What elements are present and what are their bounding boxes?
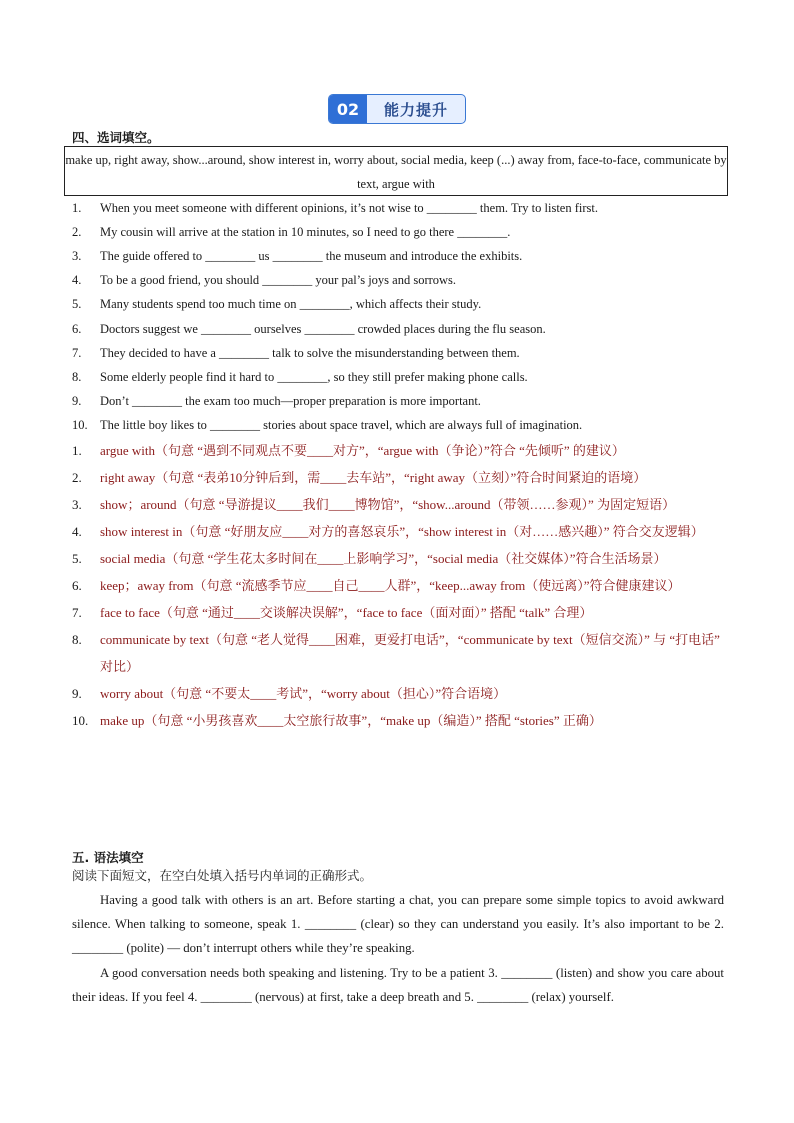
question-number: 5. bbox=[72, 297, 82, 312]
question-text: Some elderly people find it hard to ________, so they still prefer making phone calls. bbox=[100, 369, 528, 384]
question-list bbox=[72, 196, 752, 438]
question-text: My cousin will arrive at the station in 10 minutes, so I need to go there ________. bbox=[100, 224, 511, 239]
answer-item bbox=[72, 626, 732, 680]
answer-number: 7. bbox=[72, 605, 82, 620]
grammar-instruction: 阅读下面短文，在空白处填入括号内单词的正确形式。 bbox=[72, 868, 373, 883]
answer-text: show；around（句意 “导游提议____我们____博物馆”，“show...around（带领……参观）” 为固定短语） bbox=[100, 497, 676, 512]
question-number: 2. bbox=[72, 224, 82, 239]
question-text: They decided to have a ________ talk to solve the misunderstanding between them. bbox=[100, 345, 520, 360]
section-heading: 能力提升 bbox=[383, 100, 448, 119]
answer-text: face to face（句意 “通过____交谈解决误解”，“face to face（面对面）” 搭配 “talk” 合理） bbox=[100, 605, 593, 620]
passage-paragraph: A good conversation needs both speaking and listening. Try to be a patient 3. ________ (listen) and show you care about their ideas. If you feel 4. ________ (nervous) at first, take a deep breath and 5. ________ (relax) yourself. bbox=[72, 965, 724, 1004]
question-number: 8. bbox=[72, 369, 82, 384]
answer-number: 4. bbox=[72, 524, 82, 539]
answer-item bbox=[72, 491, 732, 518]
question-item bbox=[72, 414, 752, 438]
question-text: The little boy likes to ________ stories about space travel, which are always full of imagination. bbox=[100, 418, 583, 433]
question-item bbox=[72, 220, 752, 244]
question-number: 10. bbox=[72, 418, 88, 433]
question-text: Doctors suggest we ________ ourselves ________ crowded places during the flu season. bbox=[100, 321, 546, 336]
answer-number: 1. bbox=[72, 443, 82, 458]
answer-item bbox=[72, 518, 732, 545]
question-item bbox=[72, 317, 752, 341]
answer-text: show interest in（句意 “好朋友应____对方的喜怒哀乐”，“show interest in（对……感兴趣）” 符合交友逻辑） bbox=[100, 524, 704, 539]
question-item bbox=[72, 365, 752, 389]
word-bank-box: make up, right away, show...around, show interest in, worry about, social media, keep (...) away from, face-to-face, communicate by text, argue with bbox=[64, 146, 728, 196]
section-4-title: 四、选词填空。 bbox=[72, 130, 160, 145]
question-item bbox=[72, 269, 752, 293]
answer-number: 10. bbox=[72, 713, 89, 728]
answer-item bbox=[72, 545, 732, 572]
question-number: 7. bbox=[72, 345, 82, 360]
answer-list bbox=[72, 437, 732, 734]
question-item bbox=[72, 341, 752, 365]
answer-text: right away（句意 “表弟10分钟后到，需____去车站”，“right away（立刻）”符合时间紧迫的语境） bbox=[100, 470, 647, 485]
question-number: 6. bbox=[72, 321, 82, 336]
answer-text: communicate by text（句意 “老人觉得____困难，更爱打电话”，“communicate by text（短信交流）” 与 “打电话” 对比） bbox=[100, 632, 720, 674]
question-item bbox=[72, 390, 752, 414]
answer-number: 5. bbox=[72, 551, 82, 566]
question-number: 4. bbox=[72, 273, 82, 288]
question-text: Don’t ________ the exam too much—proper preparation is more important. bbox=[100, 394, 481, 409]
answer-number: 6. bbox=[72, 578, 82, 593]
question-number: 9. bbox=[72, 394, 82, 409]
passage-paragraph: Having a good talk with others is an art. Before starting a chat, you can prepare some simple topics to avoid awkward silence. When talking to someone, speak 1. ________ (clear) so they can understand you easily. It’s also important to be 2. ________ (polite) — don’t interrupt others while they’re speaking. bbox=[72, 893, 724, 956]
answer-number: 3. bbox=[72, 497, 82, 512]
answer-item bbox=[72, 437, 732, 464]
question-item bbox=[72, 196, 752, 220]
answer-item bbox=[72, 464, 732, 491]
answer-text: worry about（句意 “不要太____考试”，“worry about（担心）”符合语境） bbox=[100, 686, 507, 701]
answer-item bbox=[72, 707, 732, 734]
section-5-title: 五. 语法填空 bbox=[72, 850, 144, 865]
question-item bbox=[72, 293, 752, 317]
answer-number: 8. bbox=[72, 632, 82, 647]
answer-item bbox=[72, 572, 732, 599]
answer-item bbox=[72, 680, 732, 707]
question-number: 1. bbox=[72, 200, 82, 215]
answer-number: 9. bbox=[72, 686, 82, 701]
answer-text: make up（句意 “小男孩喜欢____太空旅行故事”，“make up（编造）” 搭配 “stories” 正确） bbox=[100, 713, 602, 728]
answer-text: keep；away from（句意 “流感季节应____自己____人群”，“keep...away from（使远离）”符合健康建议） bbox=[100, 578, 681, 593]
answer-text: social media（句意 “学生花太多时间在____上影响学习”，“social media（社交媒体）”符合生活场景） bbox=[100, 551, 667, 566]
question-item bbox=[72, 244, 752, 268]
question-text: Many students spend too much time on ________, which affects their study. bbox=[100, 297, 482, 312]
question-number: 3. bbox=[72, 248, 82, 263]
section-number: 02 bbox=[329, 95, 367, 123]
question-text: When you meet someone with different opinions, it’s not wise to ________ them. Try to listen first. bbox=[100, 200, 598, 215]
question-text: The guide offered to ________ us ________ the museum and introduce the exhibits. bbox=[100, 248, 523, 263]
section-header-badge bbox=[328, 94, 466, 124]
answer-text: argue with（句意 “遇到不同观点不要____对方”，“argue with（争论）”符合 “先倾听” 的建议） bbox=[100, 443, 625, 458]
answer-number: 2. bbox=[72, 470, 82, 485]
question-text: To be a good friend, you should ________ your pal’s joys and sorrows. bbox=[100, 273, 457, 288]
grammar-passage bbox=[72, 888, 724, 1009]
answer-item bbox=[72, 599, 732, 626]
